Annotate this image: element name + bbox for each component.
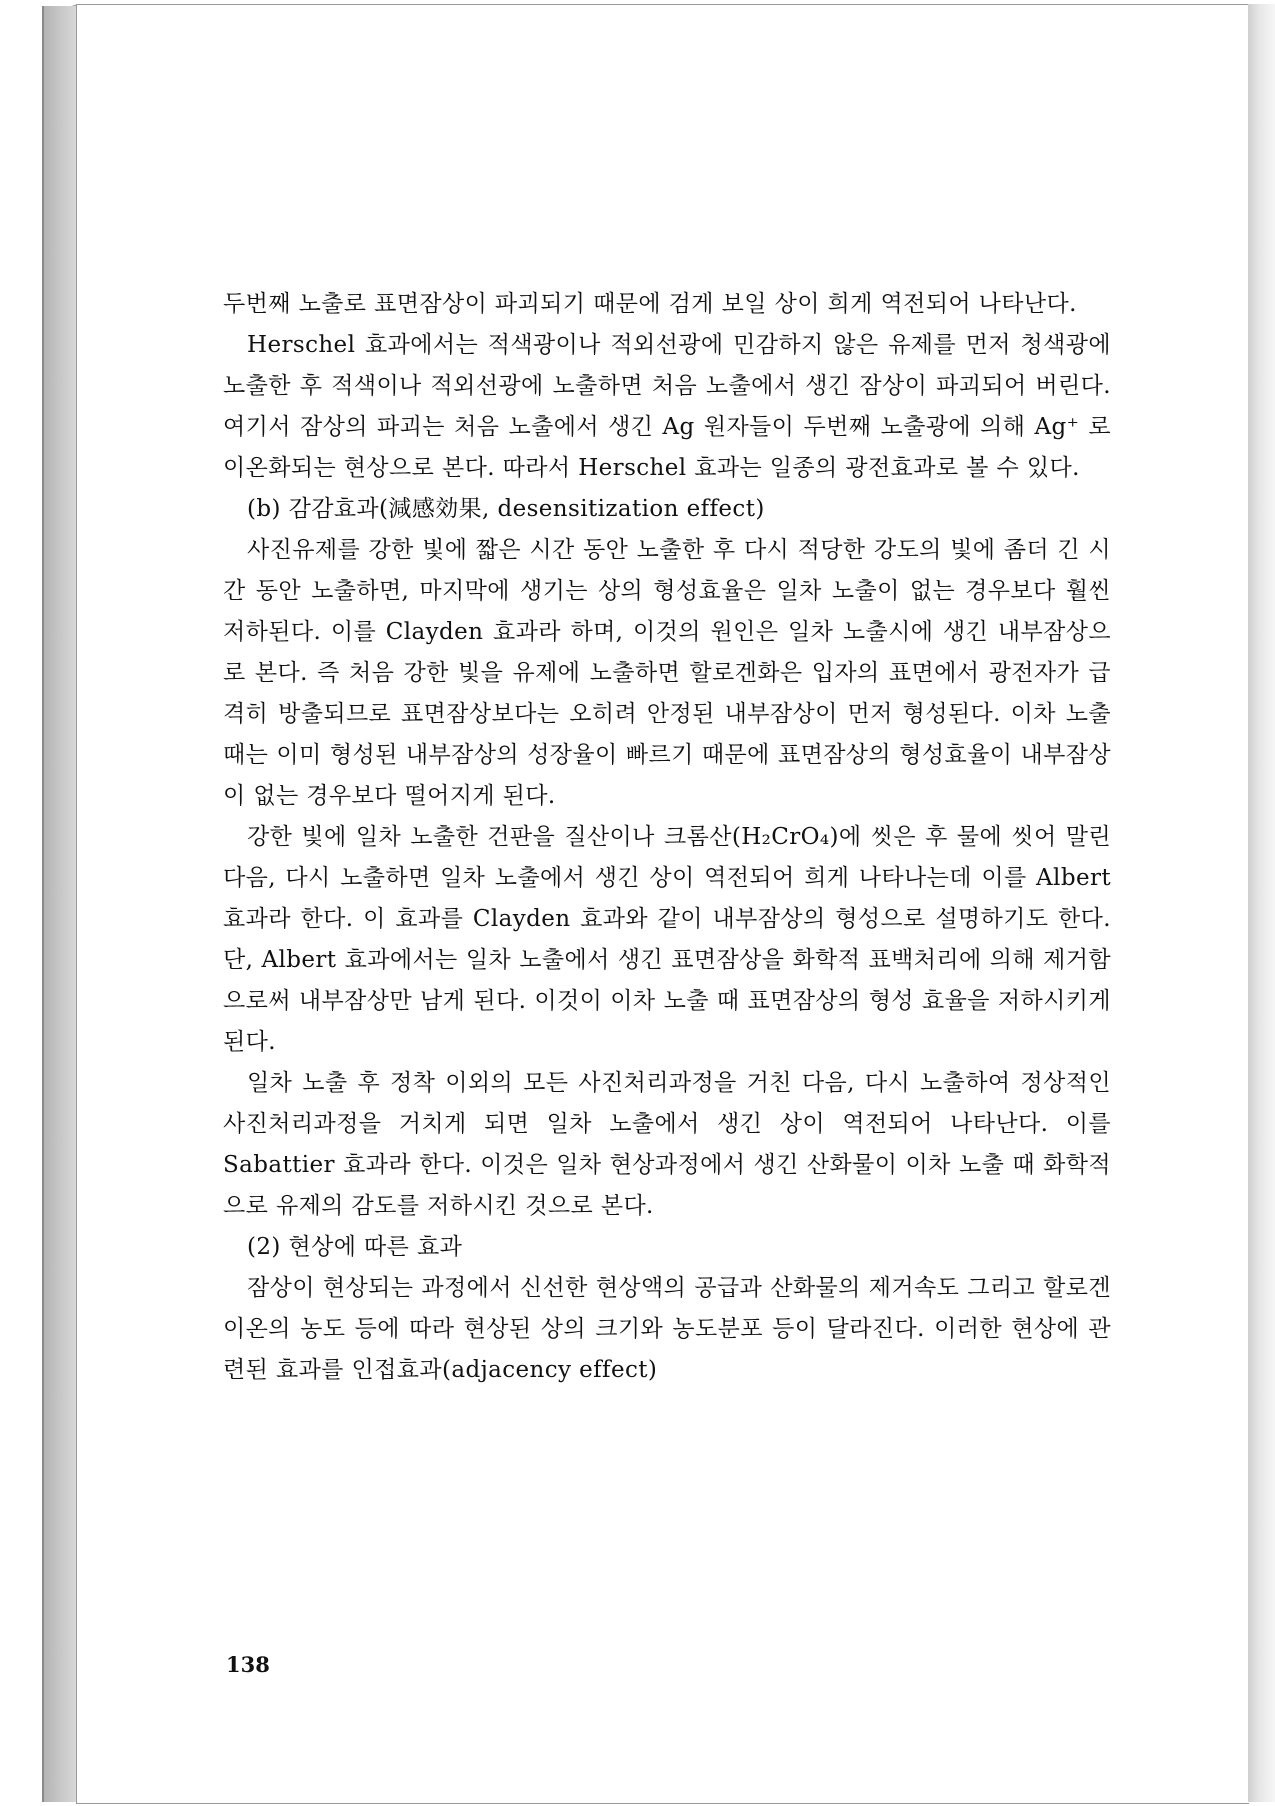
subheading-desensitization-effect: (b) 감감효과(減感効果, desensitization effect): [247, 496, 765, 522]
section-heading-development-effects: (2) 현상에 따른 효과: [247, 1234, 463, 1260]
page-number: 138: [226, 1652, 270, 1677]
book-spine: [42, 6, 78, 1802]
paragraph-continued: 두번째 노출로 표면잠상이 파괴되기 때문에 검게 보일 상이 희게 역전되어 나타난다.: [223, 291, 1077, 317]
paragraph-herschel-effect: Herschel 효과에서는 적색광이나 적외선광에 민감하지 않은 유제를 먼저 청색광에 노출한 후 적색이나 적외선광에 노출하면 처음 노출에서 생긴 잠상이 파괴되어 버린다. 여기서 잠상의 파괴는 처음 노출에서 생긴 Ag 원자들이 두번째 노출광에 의해 Ag⁺ 로 이온화되는 현상으로 본다. 따라서 Herschel 효과는 일종의 광전효과로 볼 수 있다.: [223, 332, 1111, 481]
paragraph-clayden-effect: 사진유제를 강한 빛에 짧은 시간 동안 노출한 후 다시 적당한 강도의 빛에 좀더 긴 시간 동안 노출하면, 마지막에 생기는 상의 형성효율은 일차 노출이 없는 경우보다 훨씬 저하된다. 이를 Clayden 효과라 하며, 이것의 원인은 일차 노출시에 생긴 내부잠상으로 본다. 즉 처음 강한 빛을 유제에 노출하면 할로겐화은 입자의 표면에서 광전자가 급격히 방출되므로 표면잠상보다는 오히려 안정된 내부잠상이 먼저 형성된다. 이차 노출 때는 이미 형성된 내부잠상의 성장율이 빠르기 때문에 표면잠상의 형성효율이 내부잠상이 없는 경우보다 떨어지게 된다.: [223, 537, 1111, 809]
paragraph-adjacency-effect: 잠상이 현상되는 과정에서 신선한 현상액의 공급과 산화물의 제거속도 그리고 할로겐 이온의 농도 등에 따라 현상된 상의 크기와 농도분포 등이 달라진다. 이러한 현상에 관련된 효과를 인접효과(adjacency effect): [223, 1275, 1111, 1383]
page-right-edge: [1248, 4, 1275, 1802]
paragraph-sabattier-effect: 일차 노출 후 정착 이외의 모든 사진처리과정을 거친 다음, 다시 노출하여 정상적인 사진처리과정을 거치게 되면 일차 노출에서 생긴 상이 역전되어 나타난다. 이를 Sabattier 효과라 한다. 이것은 일차 현상과정에서 생긴 산화물이 이차 노출 때 화학적으로 유제의 감도를 저하시킨 것으로 본다.: [223, 1070, 1111, 1219]
body-text: [223, 284, 1111, 1391]
paragraph-albert-effect: 강한 빛에 일차 노출한 건판을 질산이나 크롬산(H₂CrO₄)에 씻은 후 물에 씻어 말린 다음, 다시 노출하면 일차 노출에서 생긴 상이 역전되어 희게 나타나는데 이를 Albert 효과라 한다. 이 효과를 Clayden 효과와 같이 내부잠상의 형성으로 설명하기도 한다. 단, Albert 효과에서는 일차 노출에서 생긴 표면잠상을 화학적 표백처리에 의해 제거함으로써 내부잠상만 남게 된다. 이것이 이차 노출 때 표면잠상의 형성 효율을 저하시키게 된다.: [223, 824, 1111, 1055]
